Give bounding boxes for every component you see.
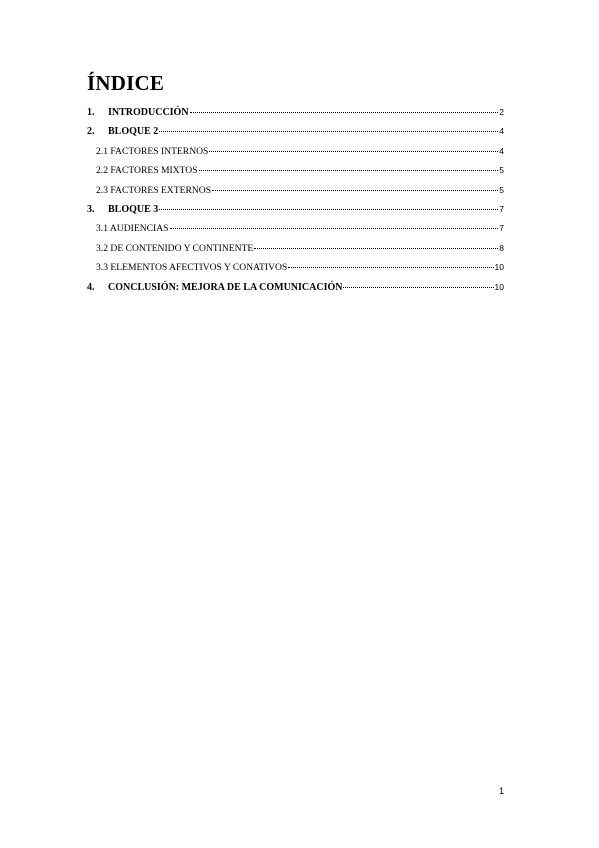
toc-entry-text: 2.3 FACTORES EXTERNOS <box>96 184 212 196</box>
toc-dot-leader <box>190 102 499 113</box>
toc-entry-page: 5 <box>499 165 504 176</box>
toc-entry-number: 3. <box>87 203 95 215</box>
toc-entry-text: 2.1 FACTORES INTERNOS <box>96 145 209 157</box>
toc-entry-text: CONCLUSIÓN: MEJORA DE LA COMUNICACIÓN <box>108 281 343 293</box>
toc-entry-conclusion[interactable] <box>87 279 504 298</box>
toc-entry-page: 7 <box>499 203 504 214</box>
toc-entry-page: 8 <box>499 242 504 253</box>
toc-entry-page: 2 <box>499 107 504 117</box>
toc-entry-number: 2. <box>87 126 95 138</box>
toc-entry-number: 4. <box>87 281 95 293</box>
toc-entry-text: 3.2 DE CONTENIDO Y CONTINENTE <box>96 242 254 254</box>
table-of-contents <box>87 104 504 298</box>
toc-entry-text: 3.3 ELEMENTOS AFECTIVOS Y CONATIVOS <box>96 262 288 274</box>
toc-dot-leader <box>170 218 499 229</box>
toc-entry-page: 4 <box>499 145 504 156</box>
toc-entry-page: 7 <box>499 223 504 234</box>
toc-entry-page: 4 <box>499 126 504 137</box>
toc-entry-text: 2.2 FACTORES MIXTOS <box>96 165 198 177</box>
toc-dot-leader <box>209 141 498 152</box>
toc-dot-leader <box>288 257 493 268</box>
page-number: 1 <box>499 786 505 796</box>
toc-entry-text: BLOQUE 3 <box>108 203 159 215</box>
toc-dot-leader <box>212 180 498 191</box>
toc-entry-page: 10 <box>494 281 504 292</box>
toc-entry-page: 10 <box>494 262 504 273</box>
toc-entry-page: 5 <box>499 184 504 195</box>
toc-dot-leader <box>254 238 498 249</box>
toc-dot-leader <box>159 121 498 132</box>
toc-dot-leader <box>343 277 493 288</box>
toc-dot-leader <box>199 160 499 171</box>
toc-entry-text: INTRODUCCIÓN <box>108 107 189 118</box>
toc-title: ÍNDICE <box>87 71 165 95</box>
toc-entry-text: BLOQUE 2 <box>108 126 159 138</box>
toc-entry-text: 3.1 AUDIENCIAS <box>96 223 169 235</box>
toc-entry-number: 1. <box>87 107 95 118</box>
toc-dot-leader <box>159 199 498 210</box>
